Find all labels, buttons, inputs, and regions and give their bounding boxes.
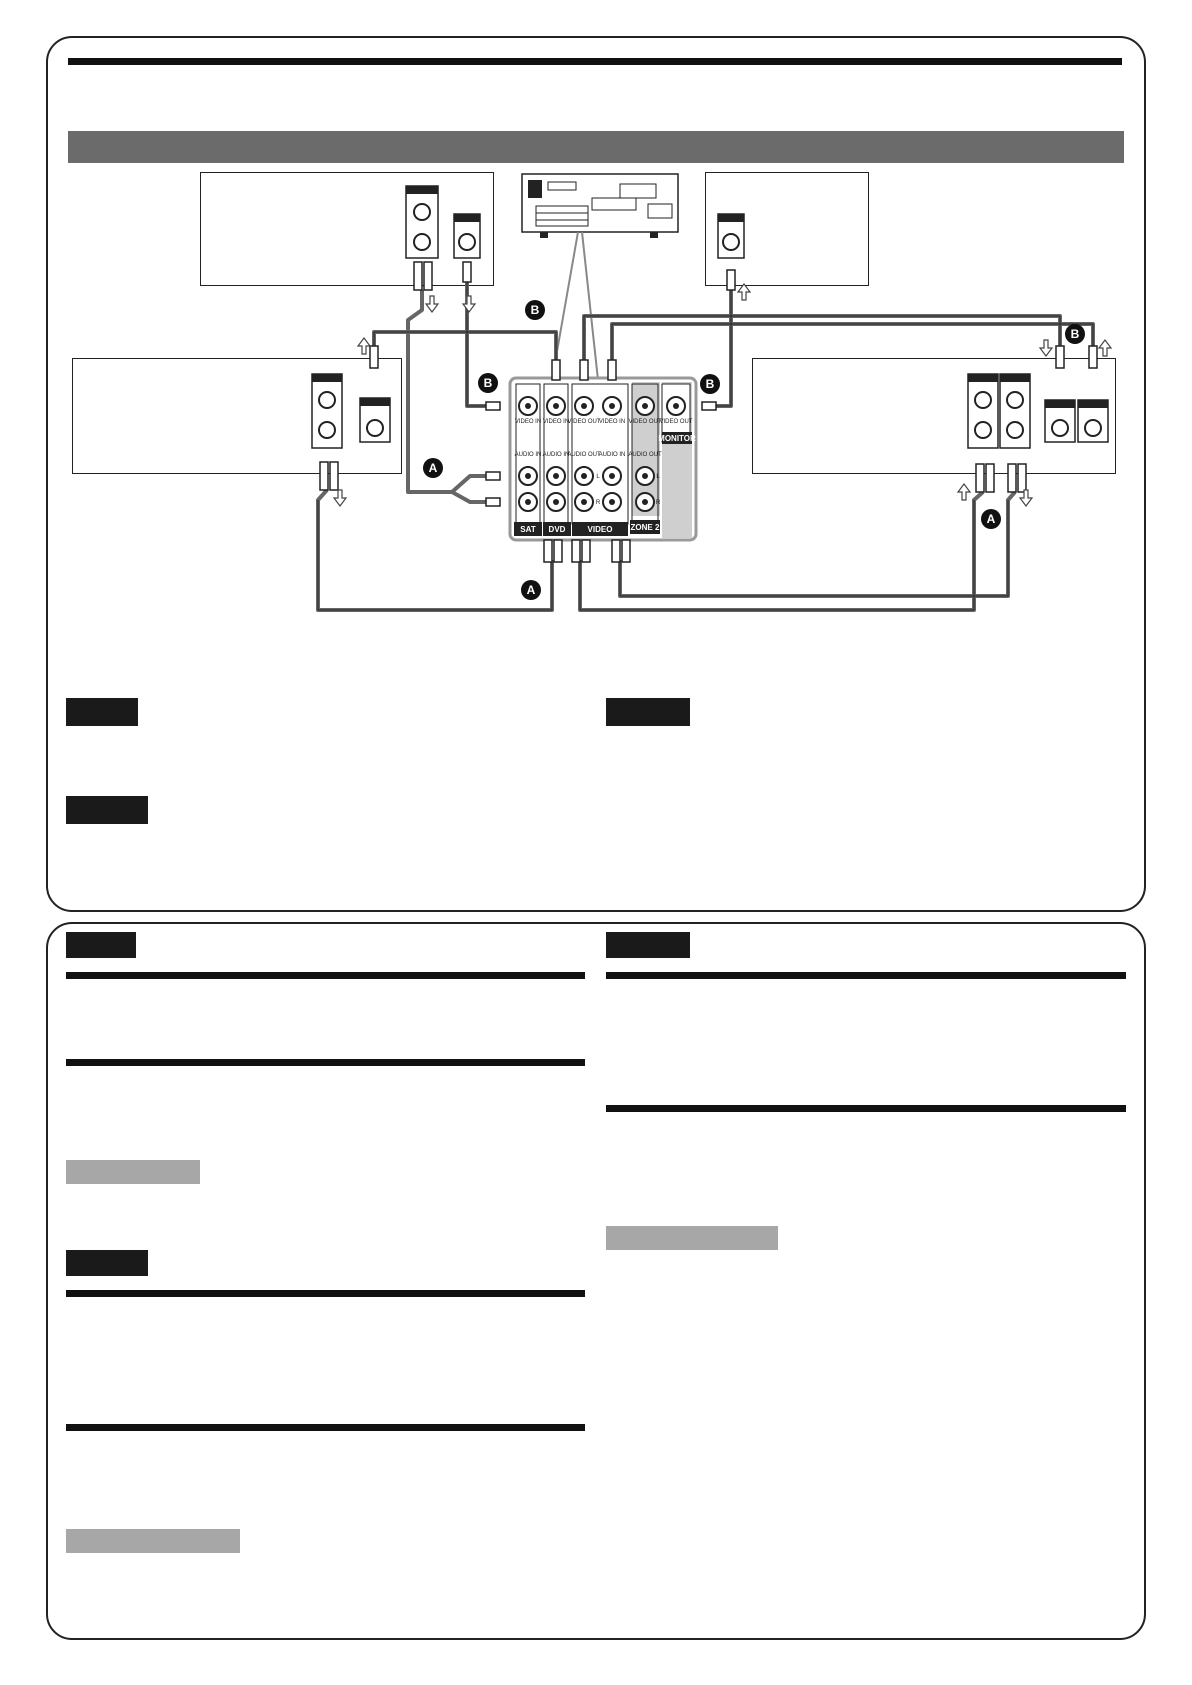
left-rule-3 bbox=[66, 1290, 585, 1297]
jack-label-dvd-audio-in: AUDIO IN bbox=[542, 452, 570, 458]
callout-a-bottom: A bbox=[526, 583, 536, 597]
receiver-thumbnail bbox=[522, 174, 678, 238]
section-label-sat: SAT bbox=[520, 525, 536, 534]
left-rule-1 bbox=[66, 972, 585, 979]
jack-label-video-video-out: VIDEO OUT bbox=[567, 419, 601, 425]
section-label-zone2: ZONE 2 bbox=[630, 523, 660, 532]
right-rule-2 bbox=[606, 1105, 1126, 1112]
left-subheading-tag-1 bbox=[66, 1160, 200, 1184]
left-rule-4 bbox=[66, 1424, 585, 1431]
note-tag-3 bbox=[606, 698, 690, 726]
callout-a-left: A bbox=[428, 461, 438, 475]
jack-label-monitor-video-out: VIDEO OUT bbox=[659, 419, 693, 425]
jack-label-sat-video-in: VIDEO IN bbox=[514, 419, 542, 425]
jack-label-video-video-in: VIDEO IN bbox=[598, 419, 626, 425]
left-rule-2 bbox=[66, 1059, 585, 1066]
section-label-monitor: MONITOR bbox=[658, 434, 696, 443]
jack-label-zone2-video-out: VIDEO OUT bbox=[628, 419, 662, 425]
jack-label-sat-audio-in: AUDIO IN bbox=[514, 452, 542, 458]
right-subheading-tag-1 bbox=[606, 1226, 778, 1250]
section-label-video: VIDEO bbox=[587, 525, 613, 534]
jack-label-video-audio-out: AUDIO OUT bbox=[567, 452, 601, 458]
jack-label-video-audio-in: AUDIO IN bbox=[598, 452, 626, 458]
callout-b-far-right: B bbox=[1070, 327, 1080, 341]
jack-label-left: L bbox=[596, 474, 600, 480]
wiring-diagram bbox=[0, 0, 1192, 640]
note-tag-2 bbox=[66, 796, 148, 824]
callout-b-left: B bbox=[483, 376, 493, 390]
jack-label-zone2-right: R bbox=[655, 500, 661, 506]
left-heading-tag-2 bbox=[66, 1250, 148, 1276]
section-label-dvd: DVD bbox=[548, 525, 566, 534]
jack-label-right: R bbox=[595, 500, 601, 506]
right-heading-tag-1 bbox=[606, 932, 690, 958]
right-rule-1 bbox=[606, 972, 1126, 979]
receiver-jack-panel bbox=[510, 378, 696, 540]
jack-label-dvd-video-in: VIDEO IN bbox=[542, 419, 570, 425]
left-subheading-tag-2 bbox=[66, 1529, 240, 1553]
callout-b-top: B bbox=[530, 303, 540, 317]
callout-b-right: B bbox=[705, 377, 715, 391]
callout-a-right: A bbox=[986, 512, 996, 526]
jack-label-zone2-audio-out: AUDIO OUT bbox=[628, 452, 662, 458]
note-tag-1 bbox=[66, 698, 138, 726]
left-heading-tag-1 bbox=[66, 932, 136, 958]
jack-label-zone2-left: L bbox=[656, 474, 660, 480]
